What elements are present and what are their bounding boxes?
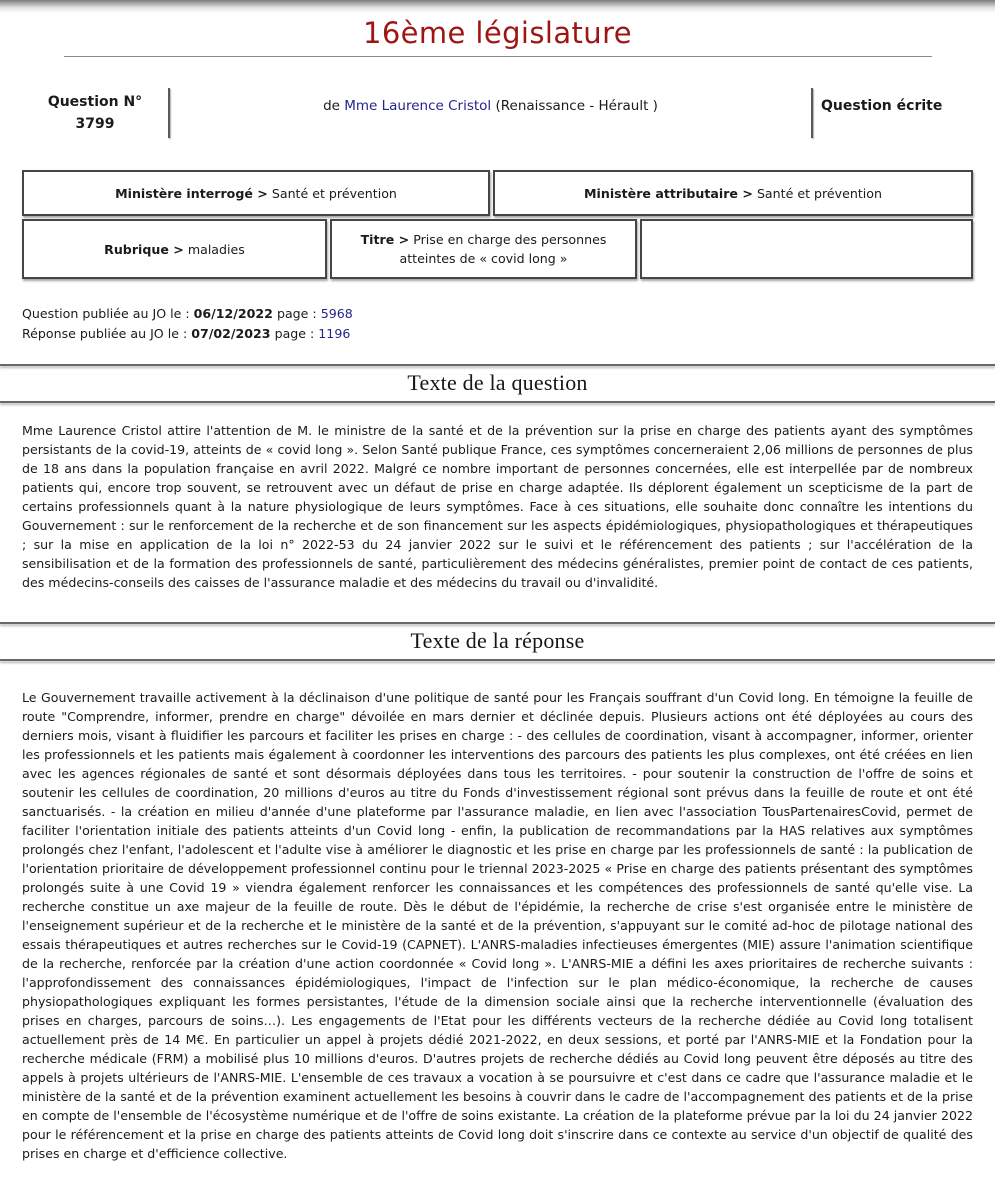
top-shadow-band [0,0,995,13]
reponse-publication-date: 07/02/2023 [191,325,271,341]
cell-rubrique [22,219,327,279]
question-number-block [22,88,168,138]
meta-row-1 [22,170,973,216]
ministere-interroge-label: Ministère interrogé > [115,185,268,201]
question-heading-text: Texte de la question [407,370,588,395]
reponse-heading-text: Texte de la réponse [410,628,585,653]
question-section-heading [0,364,995,403]
author-prefix: de [323,98,340,114]
reponse-page-link[interactable]: 1196 [318,325,351,341]
cell-empty [640,219,973,279]
question-publication-label: Question publiée au JO le : [22,306,190,321]
ministere-interroge-value: Santé et prévention [271,185,397,201]
question-number-value: 3799 [75,116,115,132]
question-page-link[interactable]: 5968 [320,306,353,321]
rubrique-value: maladies [187,241,245,257]
cell-ministere-interroge [22,170,490,216]
page-title: 16ème législature [362,16,633,50]
heading-rule-top [0,364,995,366]
author-link[interactable]: Mme Laurence Cristol [344,98,492,114]
publication-block [22,304,973,343]
reponse-text: Le Gouvernement travaille activement à la déclinaison d'une politique de santé pour les Français souffrant d'un Covid long. En témoigne la feuille de route "Comprendre, informer, prendre en charge" dévoilée en mars dernier et déclinée depuis. Plusieurs actions ont été déployées au cours des derniers mois, visant à fluidifier les parcours et faciliter les prises en charge : - des cellules de coordination, visant à accompagner, informer, orienter les professionnels et les patients mais également à coordonner les interventions des parcours des patients les plus complexes, ont été créées en lien avec les agences régionales de santé et sont désormais déployées dans tous les territoires. - pour soutenir la construction de l'offre de soins et soutenir les cellules de coordination, 20 millions d'euros au titre du Fonds d'investissement régional sont prévus dans la feuille de route et ont été sanctuarisés. - la création en milieu d'année d'une plateforme par l'assurance maladie, en lien avec l'association TousPartenairesCovid, permet de faciliter l'orientation initiale des patients atteints d'un Covid long - enfin, la publication de recommandations par la HAS relatives aux symptômes prolongés chez l'enfant, l'adolescent et l'adulte vise à améliorer le diagnostic et les prise en charge par les professionnels de santé : la publication de l'orientation prioritaire de développement professionnel continu pour le triennal 2023-2025 « Prise en charge des patients présentant des symptômes prolongés suite à une Covid 19 » viendra également renforcer les connaissances et les compétences des professionnels de santé qu'elle vise. La recherche constitue un axe majeur de la feuille de route. Dès le début de l'épidémie, la recherche de crise s'est organisée entre le ministère de l'enseignement supérieur et de la recherche et le ministère de la santé et de la prévention, s'appuyant sur le comité ad-hoc de pilotage national des essais thérapeutiques et autres recherches sur le Covid-19 (CAPNET). L'ANRS-maladies infectieuses émergentes (MIE) assure l'animation scientifique de la recherche, renforcée par la création d'une action coordonnée « Covid long ». L'ANRS-MIE a défini les axes prioritaires de recherche suivants : l'approfondissement des connaissances épidémiologiques, l'impact de l'infection sur le plan médico-économique, la recherche de causes physiopathologiques expliquant les formes persistantes, l'étude de la dimension sociale ainsi que la recherche interventionnelle (évaluation des prises en charges, parcours de soins…). Les engagements de l'Etat pour les différents vecteurs de la recherche dédiée au Covid long totalisent actuellement près de 14 M€. En particulier un appel à projets dédié 2021-2022, en deux sessions, et porté par l'ANRS-MIE et la Fondation pour la recherche médicale (FRM) a mobilisé plus 10 millions d'euros. D'autres projets de recherche dédiés au Covid long peuvent être déposés au titre des appels à projets ultérieurs de l'ANRS-MIE. L'ensemble de ces travaux a vocation à se poursuivre et c'est dans ce cadre que l'assurance maladie et le ministère de la santé et de la prévention examinent actuellement les besoins à couvrir dans le cadre de l'accompagnement des patients et de la prise en compte de l'ensemble de l'écosystème numérique et de l'offre de soins existante. La création de la plateforme prévue par la loi du 24 janvier 2022 pour le référencement et la prise en charge des patients atteints de Covid long doit s'inscrire dans ce contexte au service d'un objectif de qualité des prises en charge et d'efficience collective. [22,690,973,1161]
ministere-attributaire-value: Santé et prévention [756,185,882,201]
meta-row-2 [22,219,973,279]
titre-value: Prise en charge des personnes atteintes de « covid long » [399,232,607,266]
author-group: (Renaissance - Hérault ) [495,98,658,114]
question-text: Mme Laurence Cristol attire l'attention de M. le ministre de la santé et de la prévention sur la prise en charge des patients ayant des symptômes persistants de la covid-19, atteints de « covid long ». Selon Santé publique France, ces symptômes concerneraient 2,06 millions de personnes de plus de 18 ans dans la population française en avril 2022. Malgré ce nombre important de personnes concernées, elle est interpellée par de nombreux patients qui, encore trop souvent, se retrouvent avec un défaut de prise en charge adaptée. Ils déplorent également un scepticisme de la part de certains professionnels quant à la nature physiologique de leurs symptômes. Face à ces situations, elle souhaite donc connaître les intentions du Gouvernement : sur le renforcement de la recherche et de son financement sur les aspects épidémiologiques, physiopathologiques et thérapeutiques ; sur la mise en application de la loi n° 2022-53 du 24 janvier 2022 sur le suivi et le référencement des patients ; sur l'accélération de la sensibilisation et de la formation des professionnels de santé, particulièrement des médecins généralistes, premier point de contact de ces patients, des médecins-conseils des caisses de l'assurance maladie et des médecins du travail ou d'invalidité. [22,423,973,590]
ministere-attributaire-label: Ministère attributaire > [584,185,753,201]
cell-ministere-attributaire [493,170,973,216]
heading-rule-bottom [0,401,995,403]
cell-titre [330,219,637,279]
title-divider [64,56,932,57]
reponse-publication-label: Réponse publiée au JO le : [22,325,188,341]
question-publication-line [22,304,973,324]
meta-table [22,170,973,279]
titre-label: Titre > [360,232,410,247]
question-author-line [170,88,811,138]
question-publication-date: 06/12/2022 [193,306,273,321]
question-header [22,88,973,138]
question-page-label: page : [276,306,317,321]
reponse-page-label: page : [274,325,315,341]
rubrique-label: Rubrique > [104,241,184,257]
reponse-publication-line [22,324,973,344]
reponse-section-heading [0,622,995,661]
question-type-label: Question écrite [821,98,943,114]
question-number-label: Question N° [47,94,143,110]
heading-rule-top [0,622,995,624]
heading-rule-bottom [0,659,995,661]
